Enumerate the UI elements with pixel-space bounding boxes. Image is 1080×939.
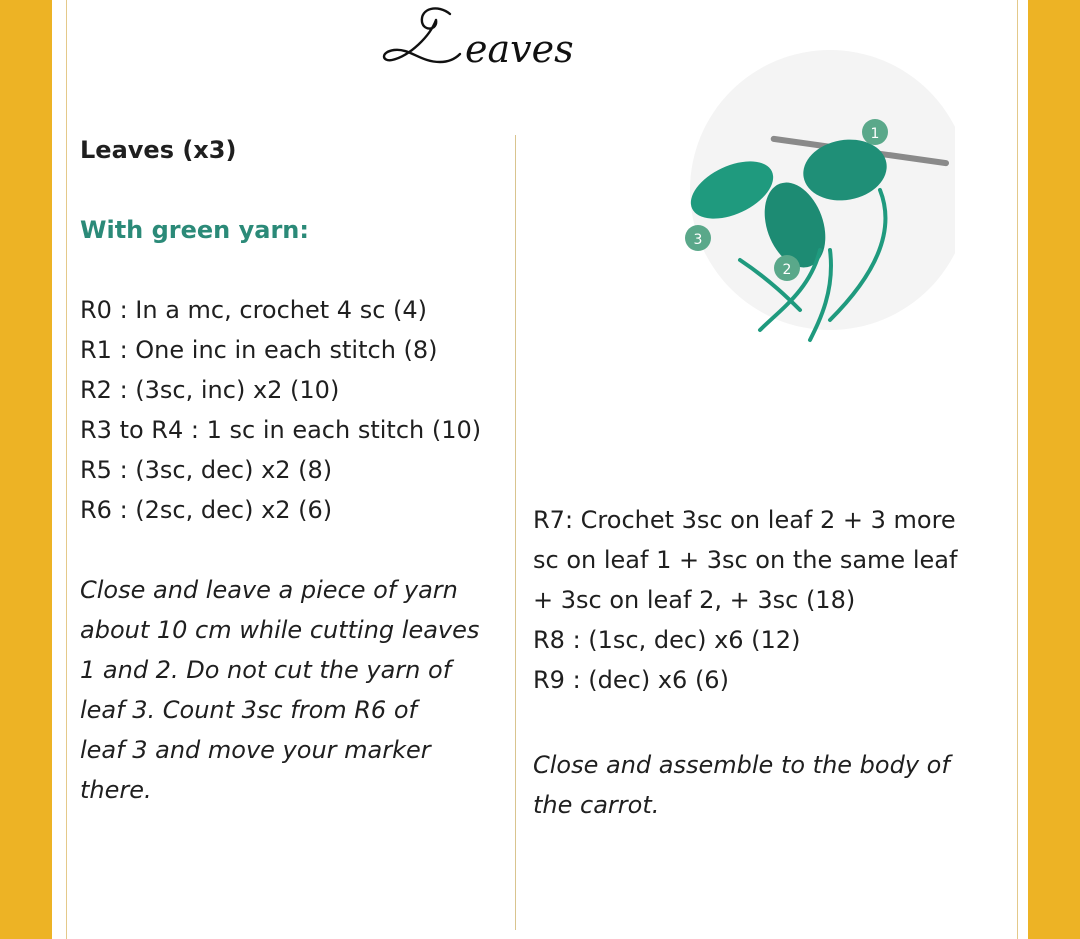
page-border-left [0,0,52,939]
round-line: + 3sc on leaf 2, + 3sc (18) [533,586,856,614]
round-line: R3 to R4 : 1 sc in each stitch (10) [80,416,482,444]
left-instructions [80,570,479,810]
marker-3: 3 [693,232,703,248]
column-divider [515,135,516,930]
round-line: R1 : One inc in each stitch (8) [80,336,438,364]
instruction-line: Close and leave a piece of yarn [80,576,458,604]
instruction-line: leaf 3 and move your marker [80,736,431,764]
round-line: R2 : (3sc, inc) x2 (10) [80,376,340,404]
round-line: R7: Crochet 3sc on leaf 2 + 3 more [533,506,956,534]
right-instructions [533,745,950,825]
left-rounds [80,290,481,530]
round-line: R6 : (2sc, dec) x2 (6) [80,496,333,524]
instruction-line: Close and assemble to the body of [533,751,950,779]
round-line: R8 : (1sc, dec) x6 (12) [533,626,801,654]
instruction-line: there. [80,776,152,804]
yarn-color-note: With green yarn: [80,216,309,244]
instruction-line: about 10 cm while cutting leaves [80,616,480,644]
instruction-line: the carrot. [533,791,660,819]
marker-1: 1 [870,126,880,142]
round-line: R5 : (3sc, dec) x2 (8) [80,456,333,484]
marker-2: 2 [782,262,792,278]
right-rounds [533,500,957,700]
svg-text:eaves: eaves [465,27,574,71]
instruction-line: 1 and 2. Do not cut the yarn of [80,656,452,684]
instruction-line: leaf 3. Count 3sc from R6 of [80,696,417,724]
round-line: R9 : (dec) x6 (6) [533,666,729,694]
round-line: R0 : In a mc, crochet 4 sc (4) [80,296,428,324]
round-line: sc on leaf 1 + 3sc on the same leaf [533,546,958,574]
leaves-photo [670,50,955,350]
page-title [380,0,620,80]
section-heading: Leaves (x3) [80,136,237,164]
page-border-right [1028,0,1080,939]
